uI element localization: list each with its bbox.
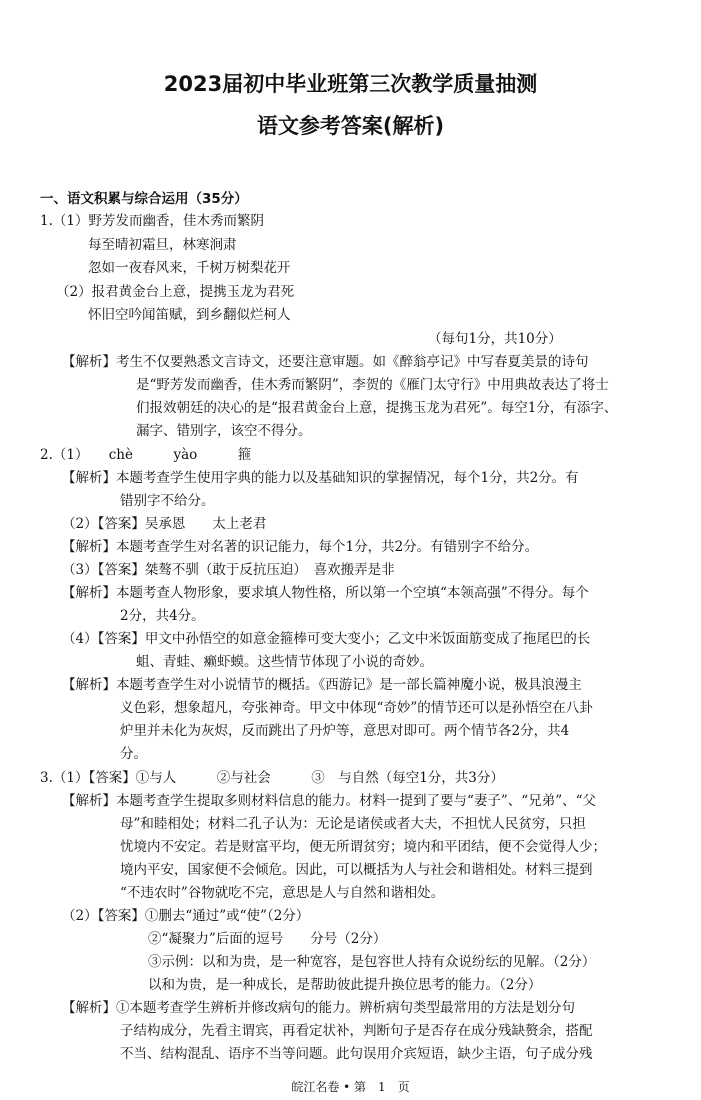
analysis-line: 2分，共4分。 xyxy=(120,608,205,624)
page-subtitle: 语文参考答案(解析) xyxy=(256,114,445,138)
analysis-line: 【解析】本题考查学生对名著的识记能力，每个1分，共2分。有错别字不给分。 xyxy=(62,539,539,555)
analysis-line: 【解析】本题考查学生对小说情节的概括。《西游记》是一部长篇神魔小说，极具浪漫主 xyxy=(62,677,582,693)
answer-line: 忽如一夜春风来，千树万树梨花开 xyxy=(88,260,291,276)
page-title: 2023届初中毕业班第三次教学质量抽测 xyxy=(163,72,538,96)
answer-line: 以和为贵，是一种成长，是帮助彼此提升换位思考的能力。（2分） xyxy=(148,977,542,993)
answer-line: （2）报君黄金台上意，提携玉龙为君死 xyxy=(56,284,295,300)
analysis-line: 【解析】本题考查学生使用字典的能力以及基础知识的掌握情况，每个1分，共2分。有 xyxy=(62,470,579,486)
answer-line: （2）【答案】①删去“通过”或“使”（2分） xyxy=(62,908,310,924)
section-heading-1: 一、语文积累与综合运用（35分） xyxy=(40,191,248,207)
answer-line: （2）【答案】吴承恩 太上老君 xyxy=(62,516,267,532)
answer-line: 蛆、青蛙、癞虾蟆。这些情节体现了小说的奇妙。 xyxy=(136,654,433,670)
page-footer: 皖江名卷 • 第 1 页 xyxy=(291,1080,410,1094)
answer-line: 怀旧空吟闻笛赋，到乡翻似烂柯人 xyxy=(88,307,291,323)
answer-line: ③示例：以和为贵，是一种宽容，是包容世人持有众说纷纭的见解。（2分） xyxy=(148,954,596,970)
analysis-line: 【解析】①本题考查学生辨析并修改病句的能力。辨析病句类型最常用的方法是划分句 xyxy=(62,1000,575,1016)
analysis-line: 忧境内不安定。若是财富平均，便无所谓贫穷；境内和平团结，便不会觉得人少； xyxy=(120,839,606,855)
analysis-line: 漏字、错别字，该空不得分。 xyxy=(136,423,312,439)
analysis-line: 错别字不给分。 xyxy=(120,493,215,509)
analysis-line: 【解析】考生不仅要熟悉文言诗文，还要注意审题。如《醉翁亭记》中写春夏美景的诗句 xyxy=(62,354,589,370)
answer-line: 每至晴初霜旦，林寒涧肃 xyxy=(88,237,237,253)
analysis-line: 不当、结构混乱、语序不当等问题。此句误用介宾短语，缺少主语，句子成分残 xyxy=(120,1046,593,1062)
analysis-line: 母”和睦相处；材料二孔子认为：无论是诸侯或者大夫，不担忧人民贫穷，只担 xyxy=(120,816,586,832)
analysis-line: 义色彩，想象超凡，夸张神奇。甲文中体现“奇妙”的情节还可以是孙悟空在八卦 xyxy=(120,700,593,716)
analysis-line: 分。 xyxy=(120,746,147,762)
analysis-line: 【解析】本题考查学生提取多则材料信息的能力。材料一提到了要与“妻子”、“兄弟”、“父 xyxy=(62,793,597,809)
answer-line: （3）【答案】桀骜不驯（敢于反抗压迫） 喜欢搬弄是非 xyxy=(62,562,395,578)
analysis-line: “不违农时”谷物就吃不完，意思是人与自然和谐相处。 xyxy=(120,885,445,901)
answer-line: （4）【答案】甲文中孙悟空的如意金箍棒可变大变小；乙文中米饭面筋变成了拖尾巴的长 xyxy=(62,631,591,647)
answer-line: 1.（1）野芳发而幽香，佳木秀而繁阴 xyxy=(40,213,264,229)
analysis-line: 们报效朝廷的决心的是“报君黄金台上意，提携玉龙为君死”。每空1分，有添字、 xyxy=(136,400,618,416)
answer-line: 3.（1）【答案】①与人 ②与社会 ③ 与自然（每空1分，共3分） xyxy=(40,770,504,786)
analysis-line: 子结构成分，先看主谓宾，再看定状补，判断句子是否存在成分残缺赘余，搭配 xyxy=(120,1023,593,1039)
analysis-line: 是“野芳发而幽香，佳木秀而繁阴”，李贺的《雁门太守行》中用典故表达了将士 xyxy=(136,377,609,393)
answer-line: ②“凝聚力”后面的逗号 分号（2分） xyxy=(148,931,387,947)
answer-line: 2.（1） chè yào 箍 xyxy=(40,447,252,463)
analysis-line: 【解析】本题考查人物形象，要求填人物性格，所以第一个空填“本领高强”不得分。每个 xyxy=(62,585,589,601)
score-note: （每句1分，共10分） xyxy=(428,331,562,347)
analysis-line: 炉里并未化为灰烬，反而跳出了丹炉等，意思对即可。两个情节各2分，共4 xyxy=(120,723,570,739)
analysis-line: 境内平安，国家便不会倾危。因此，可以概括为人与社会和谐相处。材料三提到 xyxy=(120,862,593,878)
